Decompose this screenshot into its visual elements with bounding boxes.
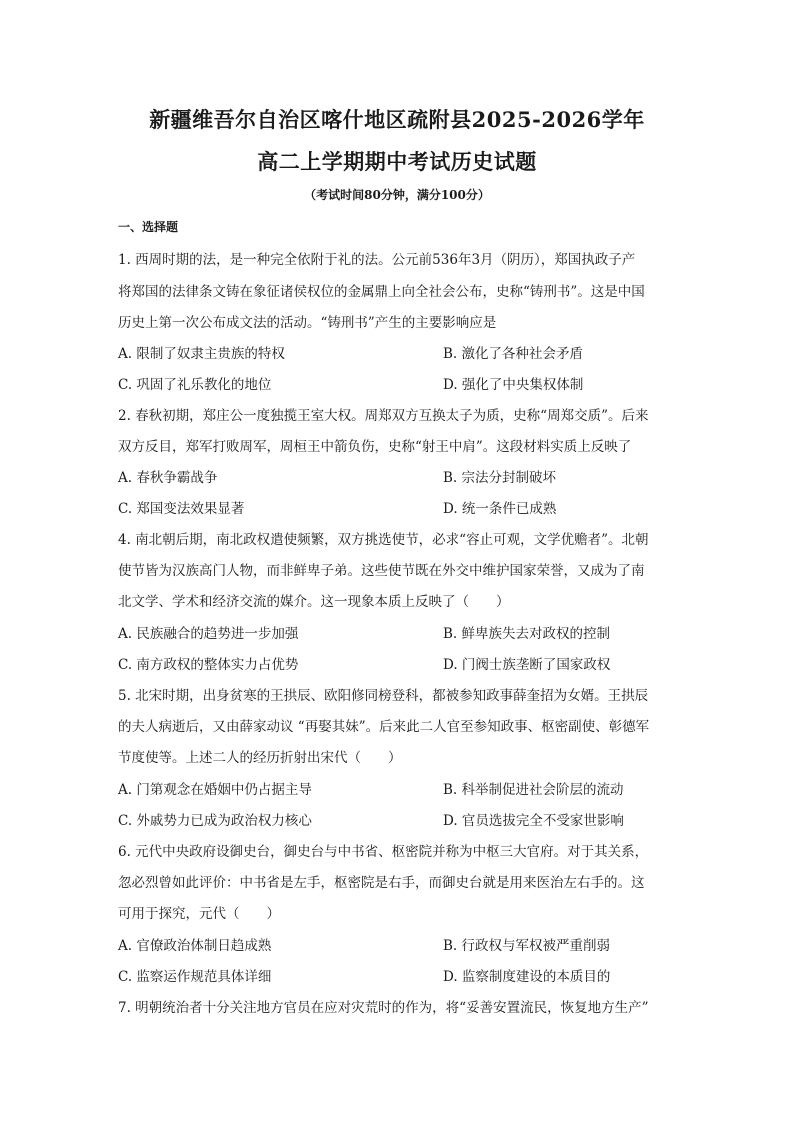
section-title: 一、选择题 (118, 220, 179, 234)
question-2-option-b[interactable]: B. 宗法分封制破坏 (443, 470, 557, 486)
question-4-option-b[interactable]: B. 鲜卑族失去对政权的控制 (443, 626, 611, 642)
question-4-line-3: 北文学、学术和经济交流的媒介。这一现象本质上反映了（ ） (118, 594, 510, 610)
question-1-line-3: 历史上第一次公布成文法的活动。“铸刑书”产生的主要影响应是 (118, 315, 497, 331)
question-5-option-d[interactable]: D. 官员选拔完全不受家世影响 (443, 813, 624, 829)
question-2-option-c[interactable]: C. 郑国变法效果显著 (118, 501, 245, 517)
question-5-option-b[interactable]: B. 科举制促进社会阶层的流动 (443, 782, 624, 798)
question-6-option-c[interactable]: C. 监察运作规范具体详细 (118, 969, 272, 985)
exam-title-line2: 高二上学期期中考试历史试题 (257, 149, 537, 174)
question-4-line-2: 使节皆为汉族高门人物，而非鲜卑子弟。这些使节既在外交中维护国家荣誉，又成为了南 (118, 563, 645, 579)
question-2-line-2: 双方反目，郑军打败周军，周桓王中箭负伤，史称“射王中肩”。这段材料实质上反映了 (118, 439, 632, 455)
question-4-option-a[interactable]: A. 民族融合的趋势进一步加强 (118, 626, 299, 642)
question-6-line-3: 可用于探究，元代（ ） (118, 906, 280, 922)
question-7-line-1: 7. 明朝统治者十分关注地方官员在应对灾荒时的作为，将“妥善安置流民，恢复地方生产” (118, 1000, 649, 1016)
question-5-option-c[interactable]: C. 外戚势力已成为政治权力核心 (118, 813, 312, 829)
question-5-line-1: 5. 北宋时期，出身贫寒的王拱辰、欧阳修同榜登科，都被参知政事薛奎招为女婿。王拱辰 (118, 688, 649, 704)
question-4-option-c[interactable]: C. 南方政权的整体实力占优势 (118, 657, 299, 673)
question-5-option-a[interactable]: A. 门第观念在婚姻中仍占据主导 (118, 782, 312, 798)
question-6-option-d[interactable]: D. 监察制度建设的本质目的 (443, 969, 611, 985)
question-6-line-2: 忽必烈曾如此评价：中书省是左手，枢密院是右手，而御史台就是用来医治左右手的。这 (118, 875, 645, 891)
question-6-option-a[interactable]: A. 官僚政治体制日趋成熟 (118, 938, 272, 954)
exam-title-line1: 新疆维吾尔自治区喀什地区疏附县2025-2026学年 (149, 107, 645, 132)
question-6-line-1: 6. 元代中央政府设御史台，御史台与中书省、枢密院并称为中枢三大官府。对于其关系， (118, 844, 649, 860)
exam-subtitle: （考试时间80分钟，满分100分） (304, 188, 490, 202)
question-1-line-1: 1. 西周时期的法，是一种完全依附于礼的法。公元前536年3月（阴历），郑国执政子产 (118, 252, 636, 268)
question-4-line-1: 4. 南北朝后期，南北政权遣使频繁，双方挑选使节，必求“容止可观，文学优赡者”。北朝 (118, 532, 649, 548)
question-5-line-2: 的夫人病逝后，又由薛家动议 “再娶其妹”。后来此二人官至参知政事、枢密副使、彰德军 (118, 719, 650, 735)
question-1-option-a[interactable]: A. 限制了奴隶主贵族的特权 (118, 346, 285, 362)
question-1-option-c[interactable]: C. 巩固了礼乐教化的地位 (118, 377, 272, 393)
question-2-line-1: 2. 春秋初期，郑庄公一度独揽王室大权。周郑双方互换太子为质，史称“周郑交质”。后来 (118, 408, 649, 424)
question-4-option-d[interactable]: D. 门阀士族垄断了国家政权 (443, 657, 611, 673)
question-5-line-3: 节度使等。上述二人的经历折射出宋代（ ） (118, 750, 402, 766)
question-1-option-b[interactable]: B. 激化了各种社会矛盾 (443, 346, 584, 362)
question-6-option-b[interactable]: B. 行政权与军权被严重削弱 (443, 938, 611, 954)
question-1-option-d[interactable]: D. 强化了中央集权体制 (443, 377, 584, 393)
question-2-option-d[interactable]: D. 统一条件已成熟 (443, 501, 557, 517)
question-2-option-a[interactable]: A. 春秋争霸战争 (118, 470, 218, 486)
question-1-line-2: 将郑国的法律条文铸在象征诸侯权位的金属鼎上向全社会公布，史称“铸刑书”。这是中国 (118, 284, 645, 300)
